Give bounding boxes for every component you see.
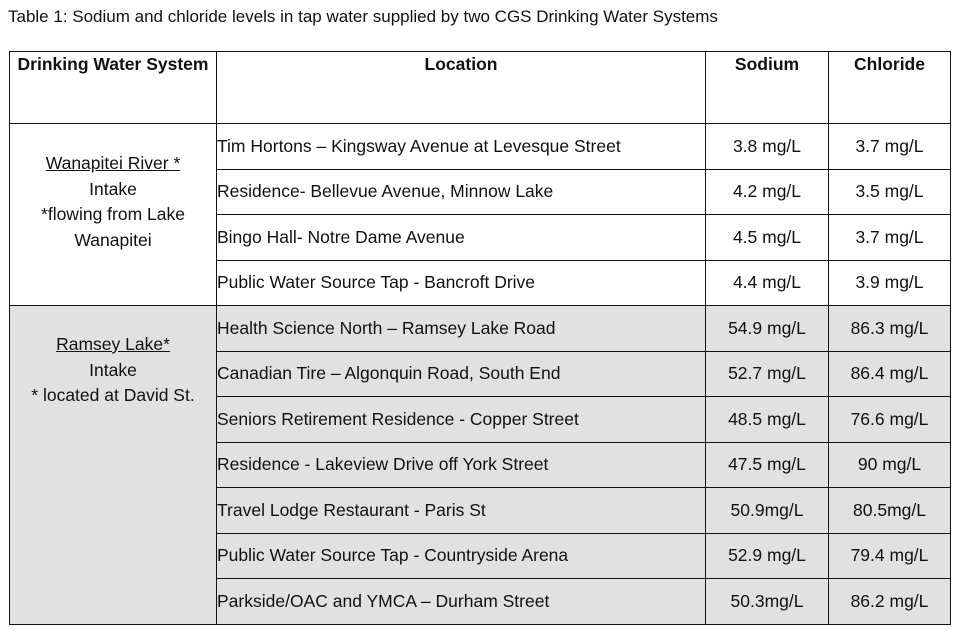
location-cell: Tim Hortons – Kingsway Avenue at Levesque Street [217,124,706,170]
chloride-cell: 79.4 mg/L [829,533,951,579]
header-location: Location [217,52,706,124]
chloride-cell: 3.5 mg/L [829,169,951,215]
water-quality-table [9,51,951,625]
location-cell: Parkside/OAC and YMCA – Durham Street [217,579,706,625]
sodium-cell: 3.8 mg/L [706,124,829,170]
location-cell: Travel Lodge Restaurant - Paris St [217,488,706,534]
sodium-cell: 50.3mg/L [706,579,829,625]
system-name: Ramsey Lake* [56,334,170,354]
chloride-cell: 80.5mg/L [829,488,951,534]
location-cell: Bingo Hall- Notre Dame Avenue [217,215,706,261]
header-sodium: Sodium [706,52,829,124]
chloride-cell: 3.7 mg/L [829,124,951,170]
table-row [10,306,951,352]
sodium-cell: 54.9 mg/L [706,306,829,352]
sodium-cell: 4.5 mg/L [706,215,829,261]
location-cell: Residence - Lakeview Drive off York Street [217,442,706,488]
system-wanapitei [10,124,217,306]
sodium-cell: 52.7 mg/L [706,351,829,397]
location-cell: Seniors Retirement Residence - Copper Street [217,397,706,443]
system-note: * located at David St. [31,385,195,405]
location-cell: Health Science North – Ramsey Lake Road [217,306,706,352]
chloride-cell: 86.3 mg/L [829,306,951,352]
system-subtitle: Intake [89,359,137,380]
system-note: *flowing from Lake Wanapitei [41,204,185,250]
sodium-cell: 4.2 mg/L [706,169,829,215]
location-cell: Public Water Source Tap - Countryside Arena [217,533,706,579]
header-chloride: Chloride [829,52,951,124]
chloride-cell: 86.4 mg/L [829,351,951,397]
system-subtitle: Intake [89,178,137,199]
chloride-cell: 76.6 mg/L [829,397,951,443]
sodium-cell: 47.5 mg/L [706,442,829,488]
chloride-cell: 3.9 mg/L [829,260,951,306]
location-cell: Residence- Bellevue Avenue, Minnow Lake [217,169,706,215]
header-system: Drinking Water System [10,52,217,124]
location-cell: Public Water Source Tap - Bancroft Drive [217,260,706,306]
chloride-cell: 86.2 mg/L [829,579,951,625]
chloride-cell: 3.7 mg/L [829,215,951,261]
system-ramsey [10,306,217,625]
header-row [10,52,951,124]
system-name: Wanapitei River * [45,153,181,173]
sodium-cell: 52.9 mg/L [706,533,829,579]
sodium-cell: 50.9mg/L [706,488,829,534]
sodium-cell: 4.4 mg/L [706,260,829,306]
location-cell: Canadian Tire – Algonquin Road, South End [217,351,706,397]
sodium-cell: 48.5 mg/L [706,397,829,443]
table-caption: Table 1: Sodium and chloride levels in tap water supplied by two CGS Drinking Water Systems [8,7,718,26]
table-row [10,124,951,170]
chloride-cell: 90 mg/L [829,442,951,488]
